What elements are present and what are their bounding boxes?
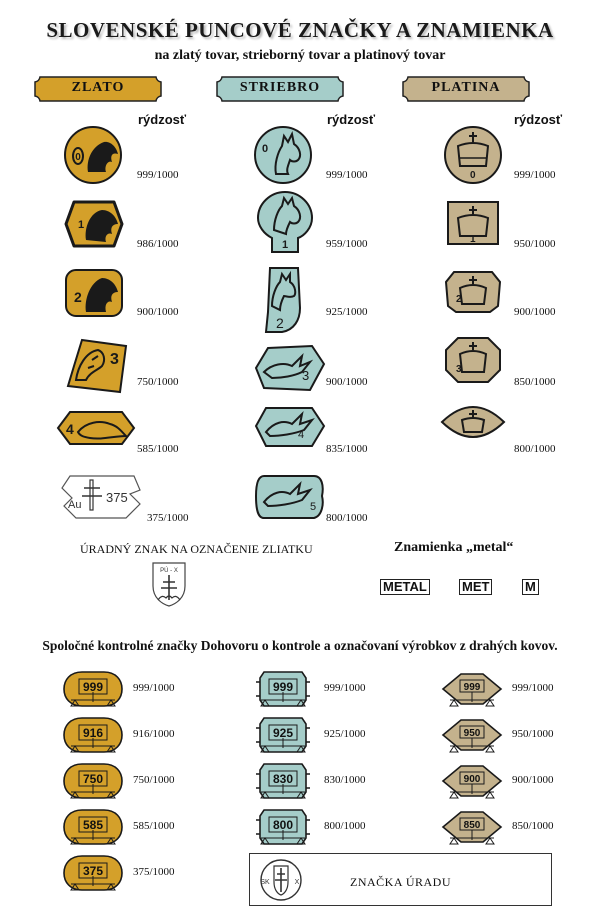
common-silver-mark [252, 808, 314, 846]
gold-mark-number: 2 [74, 289, 82, 305]
gold-purity-3: 900/1000 [137, 306, 179, 318]
silver-mark-number: 2 [276, 315, 284, 331]
common-silver-mark [252, 670, 314, 708]
gold-mark-750 [64, 336, 132, 396]
platinum-purity-1: 999/1000 [514, 169, 556, 181]
platinum-mark-900 [444, 270, 502, 314]
platinum-purity-5: 800/1000 [514, 443, 556, 455]
platinum-mark-number: 3 [456, 364, 462, 375]
platinum-mark-850 [444, 336, 502, 384]
office-mark-label: ZNAČKA ÚRADU [350, 875, 452, 889]
purity-header-silver: rýdzosť [327, 112, 376, 127]
silver-mark-number: 4 [298, 429, 305, 441]
office-mark-left: SK [260, 879, 270, 886]
platinum-purity-4: 850/1000 [514, 376, 556, 388]
silver-purity-6: 800/1000 [326, 512, 368, 524]
common-platinum-mark [441, 808, 503, 846]
metal-stamp-m: M [522, 579, 539, 595]
common-gold-mark [62, 808, 124, 846]
silver-purity-4: 900/1000 [326, 376, 368, 388]
office-mark-emblem [256, 858, 306, 902]
silver-purity-3: 925/1000 [326, 306, 368, 318]
common-gold-purity: 916/1000 [133, 728, 175, 740]
silver-mark-925 [258, 266, 304, 334]
bullion-shield [150, 560, 188, 608]
common-mark-number: 830 [272, 772, 294, 786]
common-platinum-purity: 999/1000 [512, 682, 554, 694]
silver-mark-800 [254, 474, 326, 520]
common-silver-purity: 999/1000 [324, 682, 366, 694]
common-mark-number: 375 [82, 864, 104, 878]
silver-mark-835 [254, 404, 326, 450]
platinum-purity-3: 900/1000 [514, 306, 556, 318]
common-platinum-purity: 900/1000 [512, 774, 554, 786]
platinum-mark-number: 2 [456, 294, 462, 305]
common-platinum-mark [441, 716, 503, 754]
platinum-mark-800 [440, 402, 506, 442]
silver-mark-959 [256, 190, 314, 256]
platinum-mark-number: 1 [470, 234, 476, 245]
common-silver-purity: 925/1000 [324, 728, 366, 740]
gold-mark-number: 4 [66, 421, 74, 437]
silver-mark-999 [252, 124, 314, 186]
silver-purity-1: 999/1000 [326, 169, 368, 181]
banner-gold-label: ZLATO [71, 80, 125, 95]
platinum-mark-950 [444, 196, 502, 250]
bullion-note: ÚRADNÝ ZNAK NA OZNAČENIE ZLIATKU [80, 542, 313, 556]
page-title: SLOVENSKÉ PUNCOVÉ ZNAČKY A ZNAMIENKA [46, 18, 554, 42]
common-silver-mark [252, 716, 314, 754]
banner-silver-label: STRIEBRO [239, 80, 321, 95]
metal-stamp-full: METAL [380, 579, 430, 595]
alloy-prefix: Au [68, 499, 82, 511]
common-gold-mark [62, 854, 124, 892]
common-mark-number: 850 [463, 820, 481, 831]
gold-mark-number: 0 [75, 152, 81, 163]
silver-mark-number: 0 [262, 143, 269, 155]
common-gold-mark [62, 670, 124, 708]
gold-purity-1: 999/1000 [137, 169, 179, 181]
platinum-mark-number: 0 [470, 170, 476, 181]
common-mark-number: 750 [82, 772, 104, 786]
gold-mark-number: 3 [110, 351, 119, 368]
common-platinum-purity: 850/1000 [512, 820, 554, 832]
common-silver-purity: 800/1000 [324, 820, 366, 832]
silver-purity-2: 959/1000 [326, 238, 368, 250]
page-subtitle: na zlatý tovar, strieborný tovar a platinový tovar [154, 48, 446, 63]
metal-stamp-short: MET [459, 579, 492, 595]
common-silver-mark [252, 762, 314, 800]
common-mark-number: 900 [463, 774, 481, 785]
platinum-purity-2: 950/1000 [514, 238, 556, 250]
common-platinum-mark [441, 762, 503, 800]
common-marks-title: Spoločné kontrolné značky Dohovoru o kontrole a označovaní výrobkov z drahých kovov. [42, 638, 558, 653]
common-mark-number: 950 [463, 728, 481, 739]
common-gold-purity: 585/1000 [133, 820, 175, 832]
platinum-mark-999 [442, 124, 504, 186]
alloy-value: 375 [106, 490, 128, 505]
common-mark-number: 925 [272, 726, 294, 740]
common-mark-number: 999 [463, 682, 481, 693]
common-gold-purity: 999/1000 [133, 682, 175, 694]
office-mark-right: X [294, 879, 300, 886]
common-gold-mark [62, 716, 124, 754]
common-gold-mark [62, 762, 124, 800]
bullion-shield-text: PÚ - X [160, 568, 178, 574]
common-mark-number: 916 [82, 726, 104, 740]
common-platinum-mark [441, 670, 503, 708]
common-mark-number: 999 [82, 680, 104, 694]
common-silver-purity: 830/1000 [324, 774, 366, 786]
silver-mark-900 [254, 344, 326, 392]
common-mark-number: 999 [272, 680, 294, 694]
common-mark-number: 800 [272, 818, 294, 832]
gold-mark-986 [62, 198, 126, 250]
gold-purity-4: 750/1000 [137, 376, 179, 388]
common-mark-number: 585 [82, 818, 104, 832]
gold-purity-6: 375/1000 [147, 512, 189, 524]
gold-mark-999 [62, 124, 124, 186]
silver-mark-number: 3 [302, 368, 310, 383]
gold-purity-5: 585/1000 [137, 443, 179, 455]
common-gold-purity: 375/1000 [133, 866, 175, 878]
gold-mark-number: 1 [78, 219, 85, 231]
purity-header-platinum: rýdzosť [514, 112, 563, 127]
banner-platinum-label: PLATINA [431, 80, 501, 95]
gold-mark-585 [56, 410, 136, 446]
metal-title: Znamienka „metal“ [394, 540, 514, 555]
common-platinum-purity: 950/1000 [512, 728, 554, 740]
purity-header-gold: rýdzosť [138, 112, 187, 127]
gold-mark-375-alloy [60, 474, 142, 520]
gold-mark-900 [64, 268, 124, 318]
gold-purity-2: 986/1000 [137, 238, 179, 250]
common-gold-purity: 750/1000 [133, 774, 175, 786]
silver-mark-number: 1 [282, 239, 289, 251]
silver-mark-number: 5 [310, 501, 317, 513]
silver-purity-5: 835/1000 [326, 443, 368, 455]
